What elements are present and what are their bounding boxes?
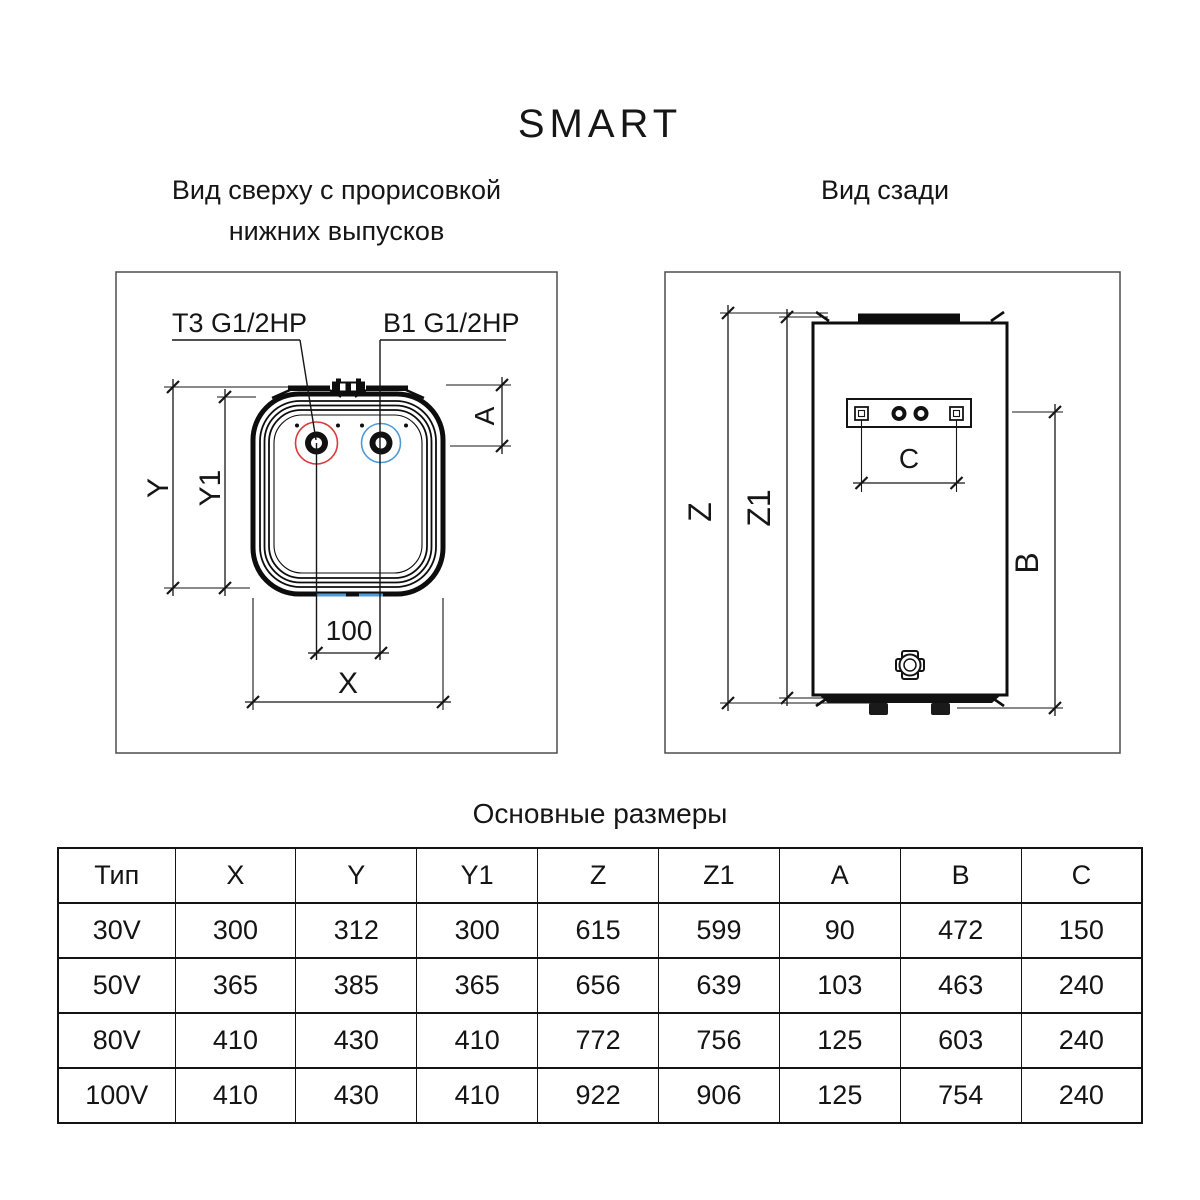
cell-value: 90 bbox=[779, 903, 900, 958]
table-header-row bbox=[58, 848, 1142, 903]
tank-back-body bbox=[813, 323, 1007, 695]
dim-z1-label: Z1 bbox=[741, 489, 777, 527]
col-header-y: Y bbox=[296, 848, 417, 903]
cell-value: 103 bbox=[779, 958, 900, 1013]
cell-value: 615 bbox=[538, 903, 659, 958]
col-header-z1: Z1 bbox=[659, 848, 780, 903]
table-row bbox=[58, 1068, 1142, 1123]
col-header-y1: Y1 bbox=[417, 848, 538, 903]
top-view-drawing bbox=[115, 271, 558, 754]
cell-value: 430 bbox=[296, 1013, 417, 1068]
cell-value: 240 bbox=[1021, 958, 1142, 1013]
table-row bbox=[58, 1013, 1142, 1068]
hot-port-label: T3 G1/2HP bbox=[172, 308, 308, 338]
cell-value: 472 bbox=[900, 903, 1021, 958]
cell-value: 922 bbox=[538, 1068, 659, 1123]
table-row bbox=[58, 958, 1142, 1013]
cell-value: 639 bbox=[659, 958, 780, 1013]
dim-a-label: A bbox=[469, 406, 500, 426]
table-row bbox=[58, 903, 1142, 958]
back-view-drawing bbox=[664, 271, 1121, 754]
cell-value: 312 bbox=[296, 903, 417, 958]
cell-value: 410 bbox=[175, 1013, 296, 1068]
cell-type: 80V bbox=[58, 1013, 175, 1068]
cell-value: 599 bbox=[659, 903, 780, 958]
cell-value: 603 bbox=[900, 1013, 1021, 1068]
cell-value: 365 bbox=[417, 958, 538, 1013]
cell-value: 430 bbox=[296, 1068, 417, 1123]
col-header-c: C bbox=[1021, 848, 1142, 903]
dim-b-label: B bbox=[1009, 552, 1045, 574]
cell-value: 385 bbox=[296, 958, 417, 1013]
cell-value: 240 bbox=[1021, 1013, 1142, 1068]
cell-type: 100V bbox=[58, 1068, 175, 1123]
dim-100-label: 100 bbox=[325, 615, 373, 646]
cell-value: 656 bbox=[538, 958, 659, 1013]
cell-type: 30V bbox=[58, 903, 175, 958]
cell-value: 365 bbox=[175, 958, 296, 1013]
col-header-type: Тип bbox=[58, 848, 175, 903]
tank-top-bar bbox=[858, 314, 960, 324]
cell-value: 772 bbox=[538, 1013, 659, 1068]
dim-z-label: Z bbox=[682, 502, 718, 522]
back-view-caption: Вид сзади bbox=[820, 175, 950, 205]
dim-c-label: C bbox=[898, 443, 920, 474]
cold-port-label: B1 G1/2HP bbox=[383, 308, 520, 338]
col-header-z: Z bbox=[538, 848, 659, 903]
tank-top-outline bbox=[253, 394, 443, 594]
tank-bottom-bar bbox=[818, 694, 1002, 703]
dim-100 bbox=[308, 647, 389, 659]
top-view-caption bbox=[115, 170, 558, 252]
dim-y1-label: Y1 bbox=[194, 469, 227, 507]
cell-value: 754 bbox=[900, 1068, 1021, 1123]
pipe-nub-left bbox=[869, 703, 888, 715]
top-view-caption-line1: Вид сверху с прорисовкой bbox=[171, 175, 502, 205]
cell-value: 410 bbox=[417, 1068, 538, 1123]
cell-value: 410 bbox=[417, 1013, 538, 1068]
cell-type: 50V bbox=[58, 958, 175, 1013]
table-caption: Основные размеры bbox=[472, 798, 728, 829]
dimensions-table bbox=[57, 847, 1143, 1124]
cell-value: 300 bbox=[417, 903, 538, 958]
pipe-nub-right bbox=[931, 703, 950, 715]
cell-value: 906 bbox=[659, 1068, 780, 1123]
cell-value: 300 bbox=[175, 903, 296, 958]
cell-value: 463 bbox=[900, 958, 1021, 1013]
dim-y-label: Y bbox=[142, 477, 175, 499]
col-header-x: X bbox=[175, 848, 296, 903]
top-view-caption-line2: нижних выпусков bbox=[228, 216, 445, 246]
cell-value: 125 bbox=[779, 1013, 900, 1068]
col-header-a: A bbox=[779, 848, 900, 903]
cell-value: 240 bbox=[1021, 1068, 1142, 1123]
mount-bracket-back bbox=[847, 399, 971, 427]
cell-value: 410 bbox=[175, 1068, 296, 1123]
page-title: SMART bbox=[517, 102, 683, 146]
cell-value: 756 bbox=[659, 1013, 780, 1068]
col-header-b: B bbox=[900, 848, 1021, 903]
cell-value: 125 bbox=[779, 1068, 900, 1123]
cell-value: 150 bbox=[1021, 903, 1142, 958]
dim-x-label: X bbox=[337, 667, 359, 700]
